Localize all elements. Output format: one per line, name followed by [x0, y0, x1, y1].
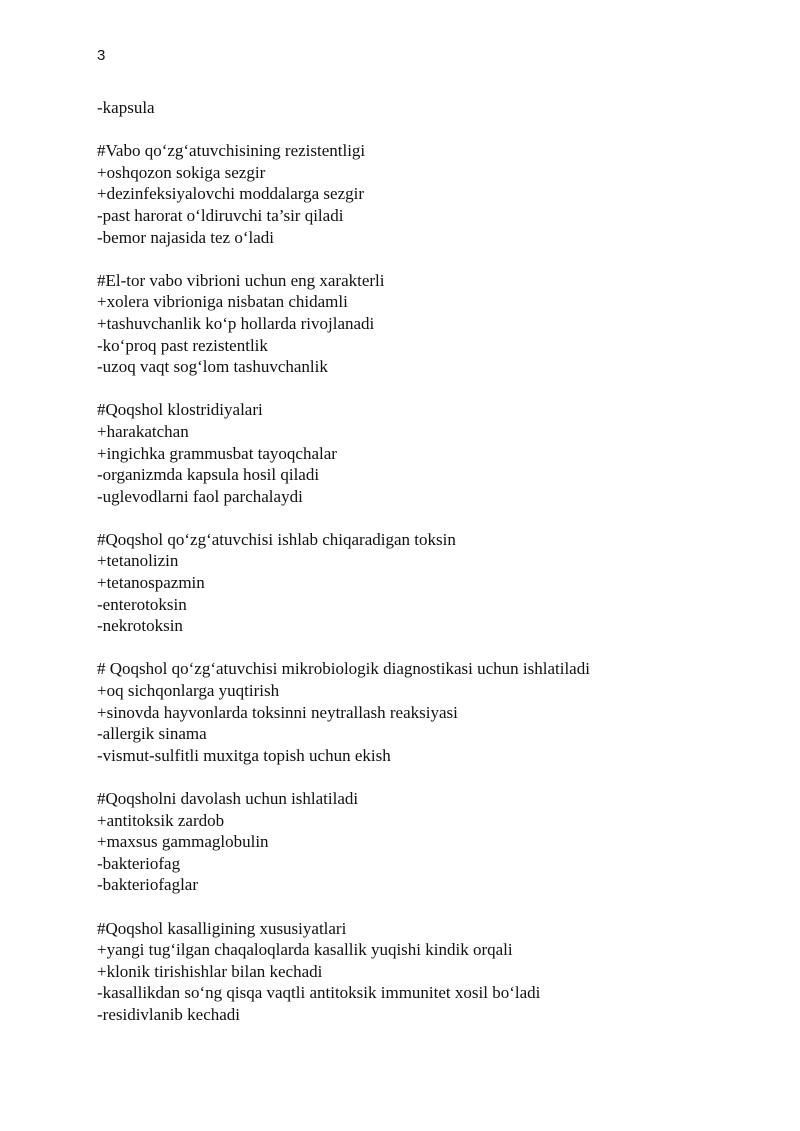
question-block: [97, 918, 747, 1026]
answer-option: +oq sichqonlarga yuqtirish: [97, 681, 280, 701]
question-title: #Qoqshol kasalligining xususiyatlari: [97, 918, 347, 938]
answer-option: -vismut-sulfitli muxitga topish uchun ekish: [97, 745, 391, 765]
question-title: #Qoqsholni davolash uchun ishlatiladi: [97, 789, 359, 808]
answer-option: -residivlanib kechadi: [97, 1004, 241, 1024]
question-block: [97, 399, 747, 507]
answer-option: -bemor najasida tez o‘ladi: [97, 227, 275, 247]
question-block: [97, 529, 747, 637]
answer-option: -kasallikdan so‘ng qisqa vaqtli antitoksik immunitet xosil bo‘ladi: [97, 983, 541, 1003]
question-title: #Vabo qo‘zg‘atuvchisining rezistentligi: [97, 141, 366, 161]
page-number: 3: [97, 47, 106, 64]
answer-option: -uzoq vaqt sog‘lom tashuvchanlik: [97, 357, 328, 377]
document-body: [97, 97, 747, 1026]
answer-option: +tetanolizin: [97, 551, 179, 571]
question-block: [97, 140, 747, 248]
answer-option: +ingichka grammusbat tayoqchalar: [97, 443, 337, 463]
answer-option: +tashuvchanlik ko‘p hollarda rivojlanadi: [97, 313, 375, 333]
answer-option: -past harorat o‘ldiruvchi ta’sir qiladi: [97, 205, 344, 225]
answer-option: -nekrotoksin: [97, 616, 183, 636]
question-title: # Qoqshol qo‘zg‘atuvchisi mikrobiologik diagnostikasi uchun ishlatiladi: [97, 659, 590, 679]
question-block: [97, 270, 747, 378]
answer-option: -bakteriofag: [97, 853, 181, 873]
answer-option: +harakatchan: [97, 421, 189, 441]
intro-line: -kapsula: [97, 98, 155, 117]
question-title: #El-tor vabo vibrioni uchun eng xarakterli: [97, 270, 385, 290]
answer-option: +yangi tug‘ilgan chaqaloqlarda kasallik yuqishi kindik orqali: [97, 940, 513, 960]
answer-option: -allergik sinama: [97, 724, 207, 744]
question-title: #Qoqshol qo‘zg‘atuvchisi ishlab chiqaradigan toksin: [97, 529, 456, 549]
answer-option: +sinovda hayvonlarda toksinni neytrallash reaksiyasi: [97, 702, 458, 722]
answer-option: +klonik tirishishlar bilan kechadi: [97, 961, 323, 981]
answer-option: +tetanospazmin: [97, 573, 205, 593]
answer-option: +dezinfeksiyalovchi moddalarga sezgir: [97, 184, 365, 204]
question-block: [97, 658, 747, 766]
answer-option: +xolera vibrioniga nisbatan chidamli: [97, 292, 348, 312]
answer-option: -organizmda kapsula hosil qiladi: [97, 465, 320, 485]
question-title: #Qoqshol klostridiyalari: [97, 400, 263, 420]
answer-option: +oshqozon sokiga sezgir: [97, 162, 266, 182]
answer-option: -enterotoksin: [97, 594, 187, 614]
answer-option: +maxsus gammaglobulin: [97, 832, 269, 852]
answer-option: -uglevodlarni faol parchalaydi: [97, 486, 303, 506]
answer-option: -ko‘proq past rezistentlik: [97, 335, 268, 355]
answer-option: -bakteriofaglar: [97, 875, 198, 895]
question-block: [97, 788, 747, 896]
answer-option: +antitoksik zardob: [97, 810, 225, 830]
